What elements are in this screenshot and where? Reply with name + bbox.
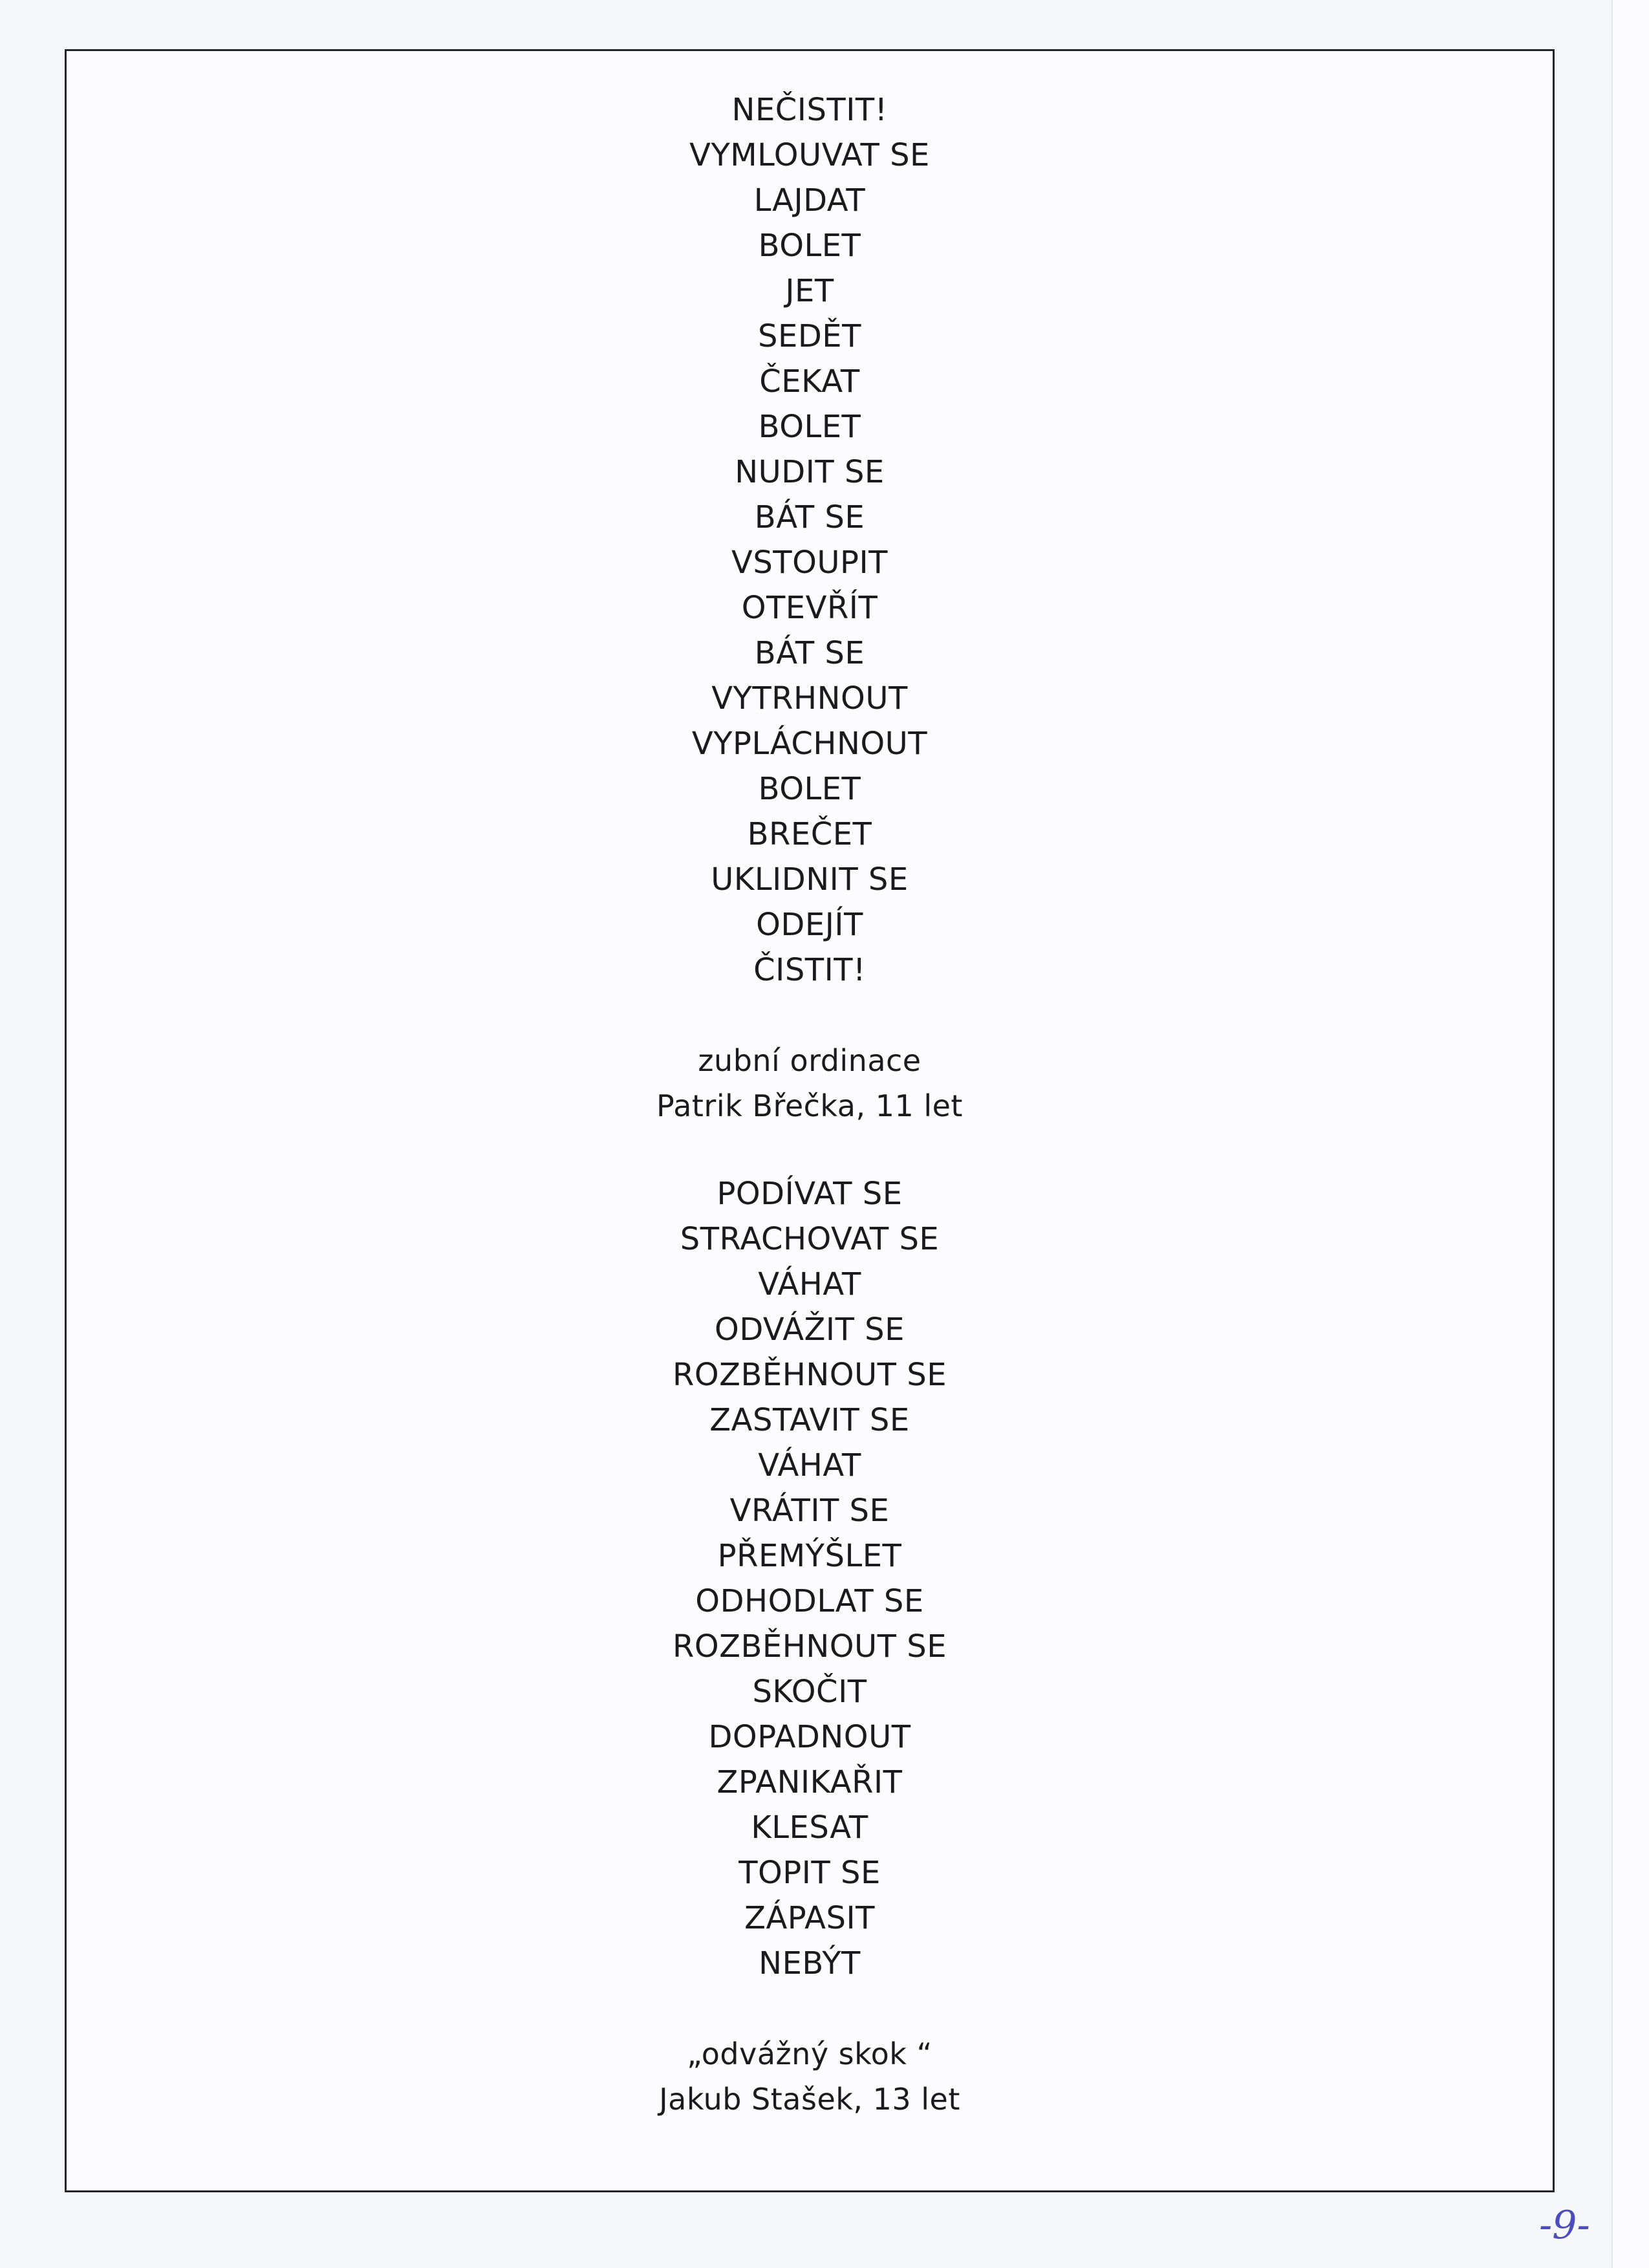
poem-lines bbox=[673, 1171, 947, 1986]
poem-line: TOPIT SE bbox=[738, 1855, 881, 1891]
poem-line: ODVÁŽIT SE bbox=[715, 1312, 905, 1348]
poem-line: ČEKAT bbox=[759, 363, 860, 400]
poem-line: DOPADNOUT bbox=[708, 1719, 911, 1755]
poem-line: PŘEMÝŠLET bbox=[717, 1538, 902, 1574]
poem-line: NUDIT SE bbox=[735, 454, 885, 490]
poem-line: ODEJÍT bbox=[756, 907, 863, 943]
poem-line: ZPANIKAŘIT bbox=[717, 1764, 903, 1800]
poem-line: UKLIDNIT SE bbox=[711, 861, 909, 898]
poem-line: ODHODLAT SE bbox=[695, 1583, 924, 1619]
poem-line: KLESAT bbox=[751, 1809, 868, 1846]
poem-lines bbox=[689, 87, 930, 993]
poem-title: zubní ordinace bbox=[698, 1043, 921, 1078]
poem-line: VRÁTIT SE bbox=[729, 1493, 890, 1529]
poem-author: Patrik Břečka, 11 let bbox=[656, 1088, 963, 1123]
poem-line: VYPLÁCHNOUT bbox=[691, 726, 928, 762]
poem-line: VSTOUPIT bbox=[731, 545, 888, 581]
poem-line: BOLET bbox=[758, 409, 861, 445]
poem-line: STRACHOVAT SE bbox=[680, 1221, 940, 1257]
poem-line: NEČISTIT! bbox=[731, 92, 888, 128]
poem-line: BÁT SE bbox=[754, 499, 865, 535]
poem-line: ZASTAVIT SE bbox=[709, 1402, 910, 1438]
poem-line: SKOČIT bbox=[752, 1674, 867, 1710]
poem-line: VYTRHNOUT bbox=[711, 680, 908, 717]
page-frame bbox=[65, 49, 1555, 2192]
poem-line: ROZBĚHNOUT SE bbox=[672, 1357, 947, 1393]
poem-line: ČISTIT! bbox=[753, 952, 866, 988]
poem-line: JET bbox=[785, 273, 834, 309]
poem-caption bbox=[659, 2031, 960, 2122]
poem-line: PODÍVAT SE bbox=[717, 1176, 903, 1212]
poem-line: NEBÝT bbox=[759, 1945, 861, 1982]
poem-author: Jakub Stašek, 13 let bbox=[659, 2082, 960, 2117]
poem-line: ZÁPASIT bbox=[744, 1900, 875, 1936]
scan-edge bbox=[1611, 0, 1649, 2268]
poem-line: BREČET bbox=[747, 816, 872, 852]
poem-line: BOLET bbox=[758, 228, 861, 264]
poem-line: OTEVŘÍT bbox=[741, 590, 878, 626]
poem-line: VYMLOUVAT SE bbox=[689, 137, 930, 173]
page-number: -9- bbox=[1539, 2203, 1590, 2248]
poem-dental-office bbox=[67, 87, 1553, 1129]
poem-line: LAJDAT bbox=[753, 182, 866, 219]
poem-line: SEDĚT bbox=[758, 318, 861, 354]
poem-line: BÁT SE bbox=[754, 635, 865, 671]
poem-line: VÁHAT bbox=[758, 1266, 861, 1302]
poem-title: „odvážný skok “ bbox=[687, 2036, 932, 2071]
poem-brave-jump bbox=[67, 1171, 1553, 2122]
poem-line: VÁHAT bbox=[758, 1447, 861, 1484]
poem-line: BOLET bbox=[758, 771, 861, 807]
poem-line: ROZBĚHNOUT SE bbox=[672, 1628, 947, 1665]
poem-caption bbox=[656, 1038, 963, 1129]
